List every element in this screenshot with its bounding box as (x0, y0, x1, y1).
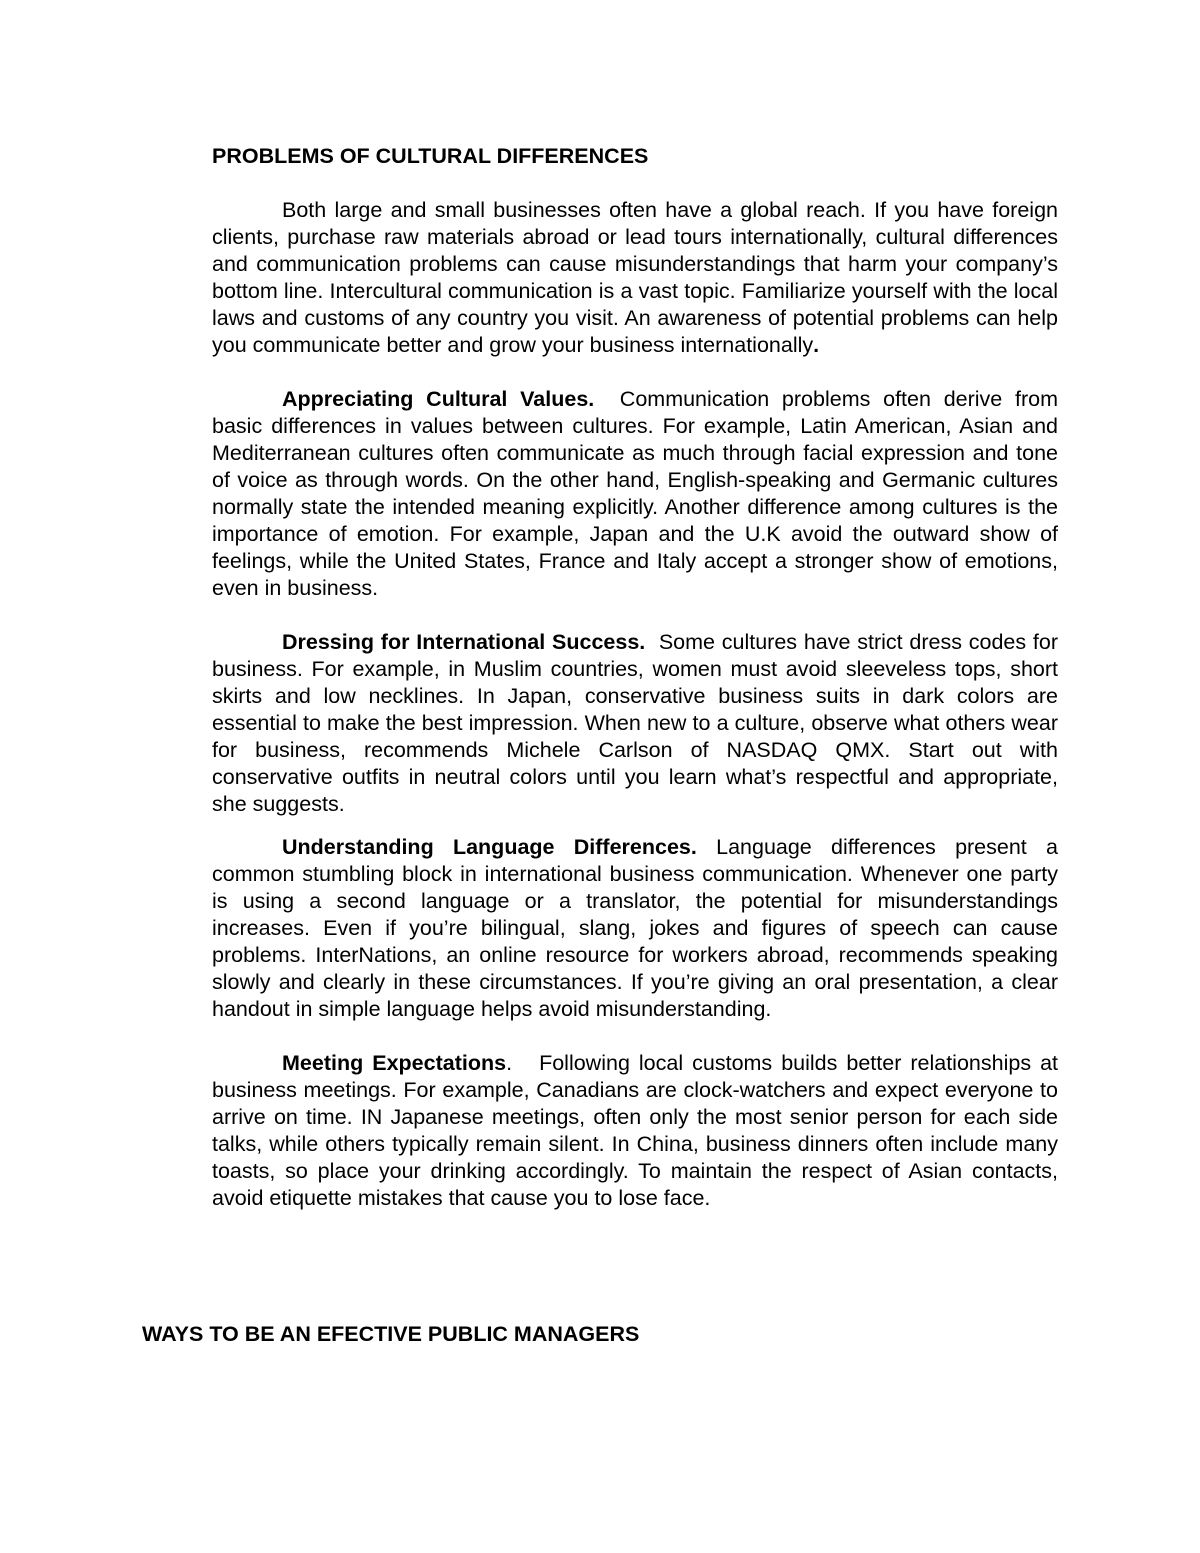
document-body (212, 143, 1058, 1239)
section-body: Some cultures have strict dress codes for business. For example, in Muslim countries, women must avoid sleeveless tops, short skirts and low necklines. In Japan, conservative business suits in dark colors are essential to make the best impression. When new to a culture, observe what others wear for business, recommends Michele Carlson of NASDAQ QMX. Start out with conservative outfits in neutral colors until you learn what’s respectful and appropriate, she suggests. (212, 630, 1058, 816)
section-language (212, 834, 1058, 1023)
section-meeting (212, 1050, 1058, 1212)
section-body: Communication problems often derive from basic differences in values between cultures. For example, Latin American, Asian and Mediterranean cultures often communicate as much through facial expression and tone of voice as through words. On the other hand, English-speaking and Germanic cultures normally state the intended meaning explicitly. Another difference among cultures is the importance of emotion. For example, Japan and the U.K avoid the outward show of feelings, while the United States, France and Italy accept a stronger show of emotions, even in business. (212, 387, 1059, 600)
intro-end-mark: . (813, 333, 820, 357)
section-heading: Appreciating Cultural Values. (282, 387, 595, 411)
section-body: Language differences present a common stumbling block in international business communication. Whenever one party is using a second language or a translator, the potential for misunderstandings increases. Even if you’re bilingual, slang, jokes and figures of speech can cause problems. InterNations, an online resource for workers abroad, recommends speaking slowly and clearly in these circumstances. If you’re giving an oral presentation, a clear handout in simple language helps avoid misunderstanding. (212, 835, 1058, 1021)
intro-text: Both large and small businesses often have a global reach. If you have foreign clients, purchase raw materials abroad or lead tours internationally, cultural differences and communication problems can cause misunderstandings that harm your company’s bottom line. Intercultural communication is a vast topic. Familiarize yourself with the local laws and customs of any country you visit. An awareness of potential problems can help you communicate better and grow your business internationally (212, 198, 1058, 357)
section-heading: Understanding Language Differences. (282, 835, 697, 859)
section-dressing (212, 629, 1058, 818)
section-heading-end: . (506, 1051, 513, 1075)
section-body: Following local customs builds better relationships at business meetings. For example, Canadians are clock-watchers and expect everyone to arrive on time. IN Japanese meetings, often only the most senior person for each side talks, while others typically remain silent. In China, business dinners often include many toasts, so place your drinking accordingly. To maintain the respect of Asian contacts, avoid etiquette mistakes that cause you to lose face. (212, 1051, 1059, 1210)
section-cultural-values (212, 386, 1058, 602)
page-title: PROBLEMS OF CULTURAL DIFFERENCES (212, 144, 649, 168)
section-heading: Dressing for International Success. (282, 630, 646, 654)
next-section-heading: WAYS TO BE AN EFECTIVE PUBLIC MANAGERS (142, 1322, 640, 1346)
section-heading: Meeting Expectations (282, 1051, 507, 1075)
intro-paragraph (212, 197, 1058, 359)
